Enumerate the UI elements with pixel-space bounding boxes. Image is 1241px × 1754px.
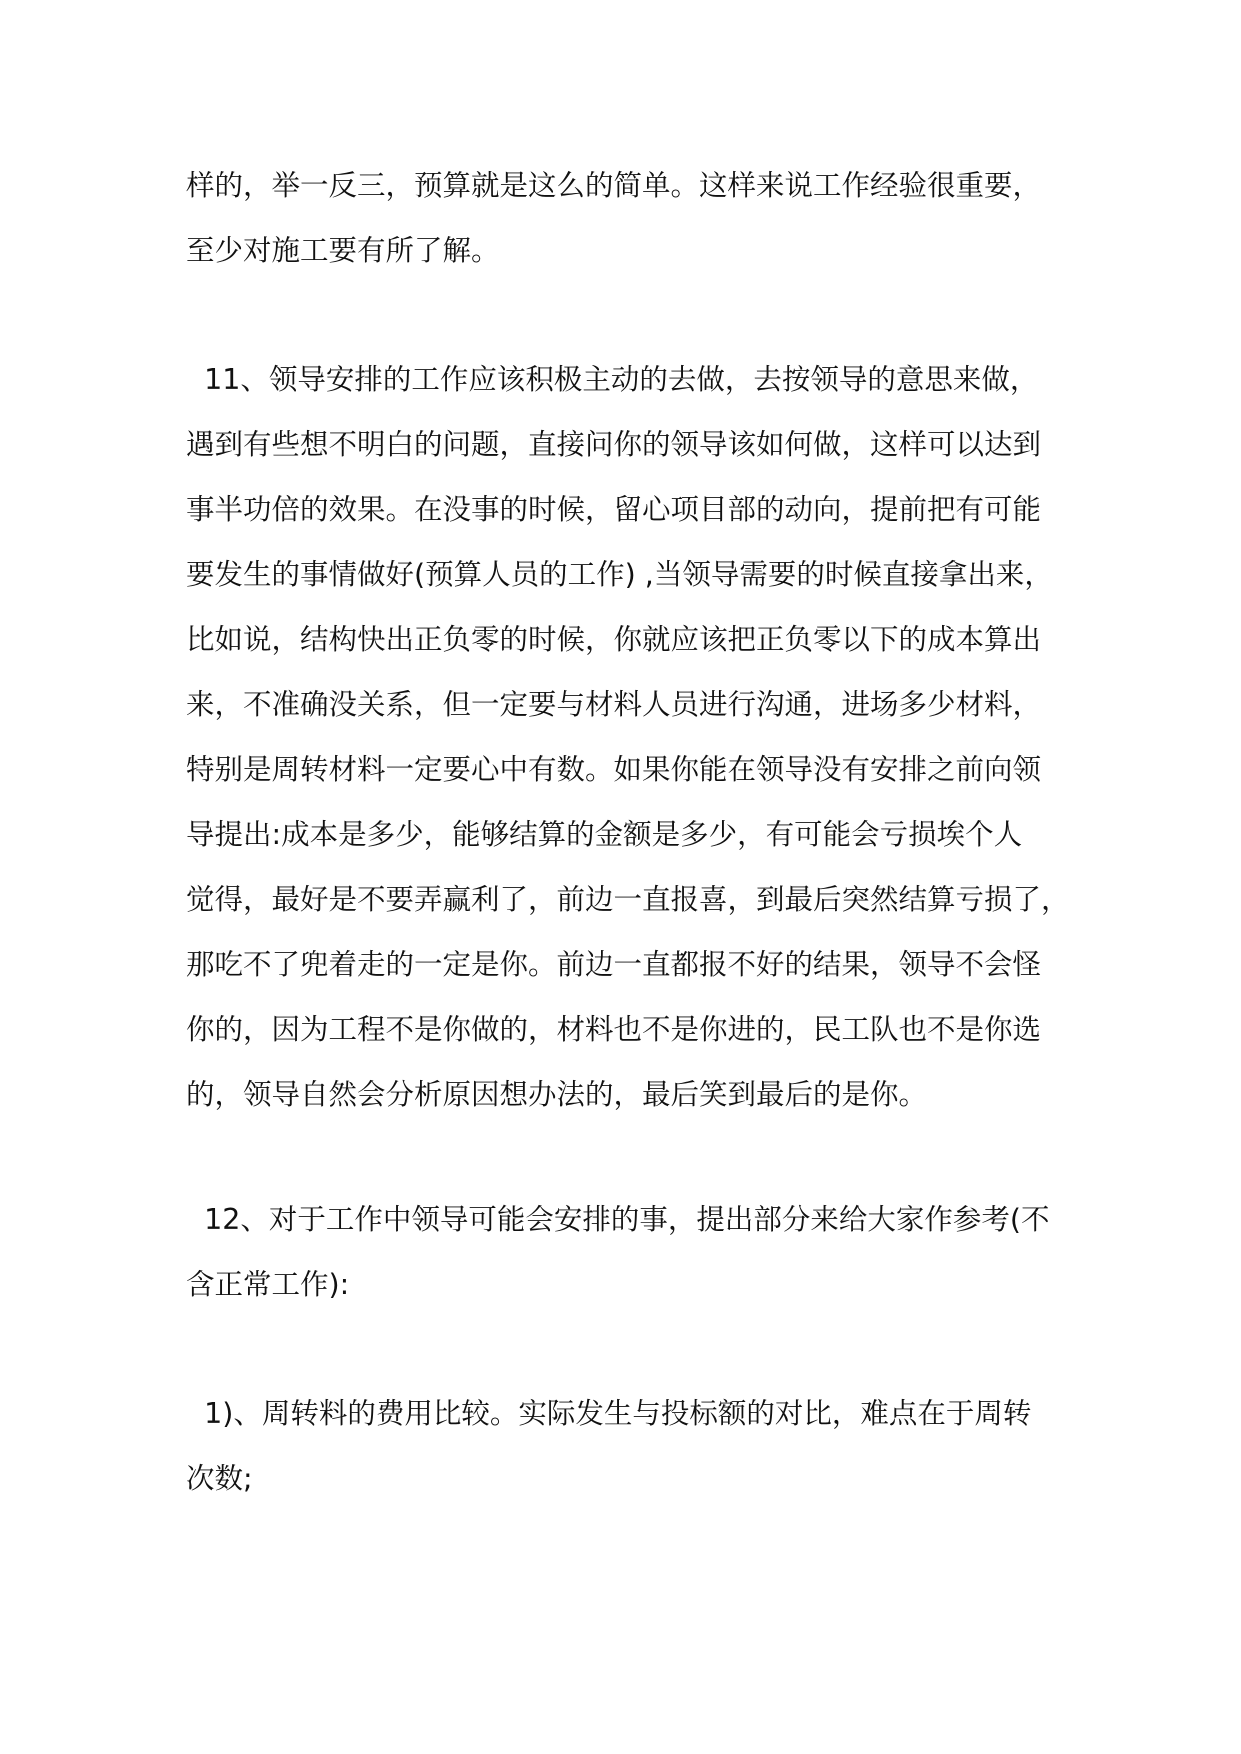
text-line: 那吃不了兜着走的一定是你。前边一直都报不好的结果，领导不会怪 (186, 948, 1042, 981)
paragraph-subitem-1 (186, 1381, 1086, 1511)
text-line: 11、领导安排的工作应该积极主动的去做，去按领导的意思来做， (186, 363, 1039, 396)
text-line: 次数; (186, 1462, 253, 1495)
text-line: 导提出:成本是多少，能够结算的金额是多少，有可能会亏损埃个人 (186, 818, 1023, 851)
text-line: 样的，举一反三，预算就是这么的简单。这样来说工作经验很重要， (186, 169, 1042, 202)
paragraph-item-11 (186, 347, 1086, 1127)
text-line: 来，不准确没关系，但一定要与材料人员进行沟通，进场多少材料， (186, 688, 1042, 721)
text-line: 事半功倍的效果。在没事的时候，留心项目部的动向，提前把有可能 (186, 493, 1042, 526)
text-line: 特别是周转材料一定要心中有数。如果你能在领导没有安排之前向领 (186, 753, 1042, 786)
text-line: 要发生的事情做好(预算人员的工作) ,当领导需要的时候直接拿出来， (186, 558, 1053, 591)
paragraph-continuation (186, 153, 1086, 283)
text-line: 你的，因为工程不是你做的，材料也不是你进的，民工队也不是你选 (186, 1013, 1042, 1046)
text-line: 遇到有些想不明白的问题，直接问你的领导该如何做，这样可以达到 (186, 428, 1042, 461)
text-line: 1)、周转料的费用比较。实际发生与投标额的对比，难点在于周转 (186, 1397, 1032, 1430)
text-line: 12、对于工作中领导可能会安排的事，提出部分来给大家作参考(不 (186, 1203, 1050, 1236)
text-line: 至少对施工要有所了解。 (186, 234, 500, 267)
text-line: 比如说，结构快出正负零的时候，你就应该把正负零以下的成本算出 (186, 623, 1042, 656)
text-line: 的，领导自然会分析原因想办法的，最后笑到最后的是你。 (186, 1078, 928, 1111)
text-line: 觉得，最好是不要弄赢利了，前边一直报喜，到最后突然结算亏损了， (186, 883, 1070, 916)
text-line: 含正常工作): (186, 1268, 350, 1301)
paragraph-item-12 (186, 1187, 1086, 1317)
